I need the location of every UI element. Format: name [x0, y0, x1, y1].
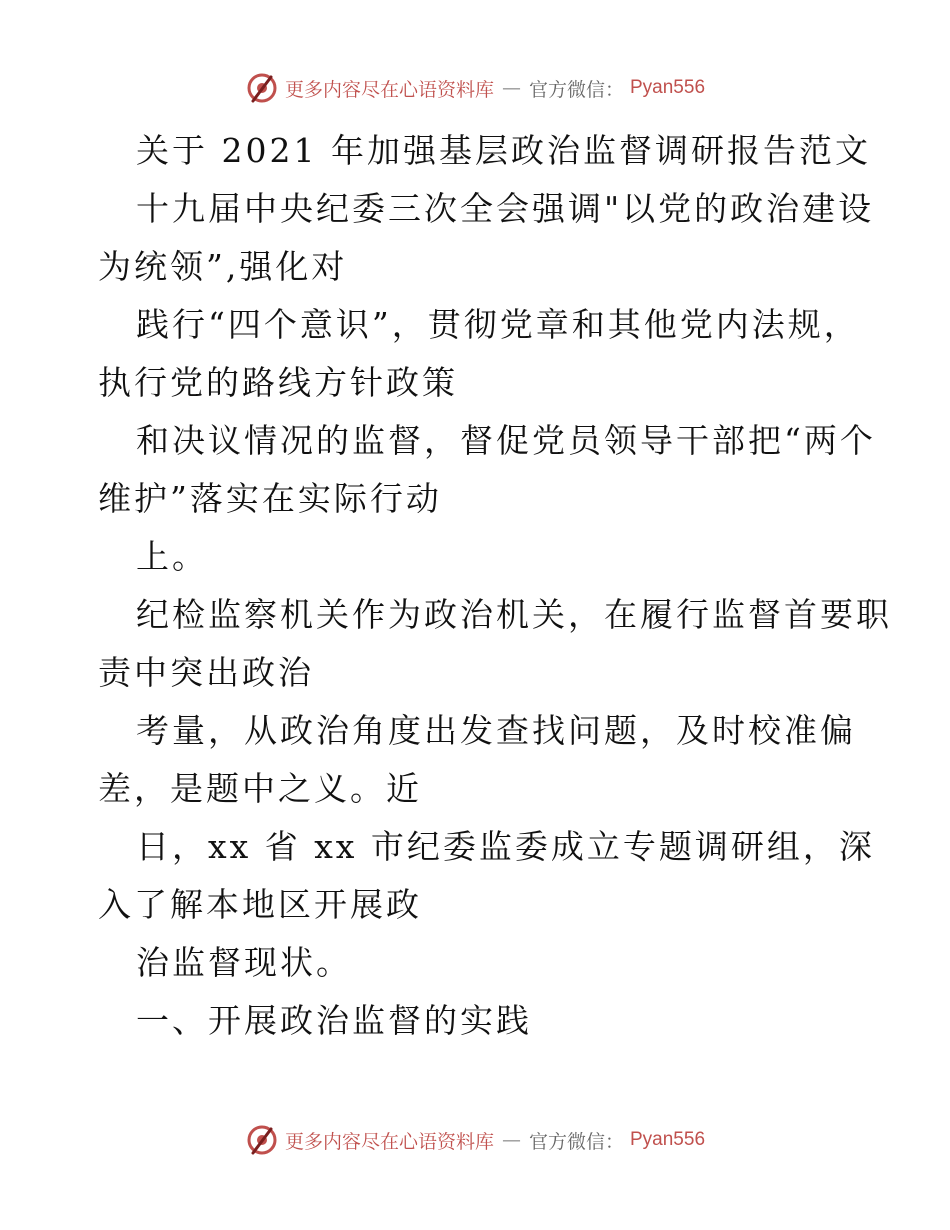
text-line: 执行党的路线方针政策	[98, 363, 458, 402]
text-line: 纪检监察机关作为政治机关，在履行监督首要职	[136, 595, 892, 634]
quill-logo-icon	[245, 71, 279, 105]
document-body	[98, 122, 892, 1050]
document-title: 关于 2021 年加强基层政治监督调研报告范文	[136, 131, 871, 170]
text-line: 维护”落实在实际行动	[98, 479, 442, 518]
watermark-handle: Pyan556	[630, 77, 706, 98]
text-line: 十九届中央纪委三次全会强调"以党的政治建设	[136, 189, 875, 228]
text-line: 责中突出政治	[98, 653, 314, 692]
text-line: 入了解本地区开展政	[98, 885, 422, 924]
watermark-separator: —	[501, 77, 521, 99]
text-line: 践行“四个意识”，贯彻党章和其他党内法规，	[136, 305, 860, 344]
footer-watermark	[0, 1120, 950, 1160]
section-heading: 一、开展政治监督的实践	[136, 1001, 532, 1040]
watermark-handle: Pyan556	[630, 1129, 706, 1150]
text-line: 和决议情况的监督，督促党员领导干部把“两个	[136, 421, 876, 460]
header-watermark	[0, 68, 950, 108]
text-line: 为统领”,强化对	[98, 247, 348, 286]
watermark-wechat-label: 官方微信：	[528, 1130, 624, 1153]
watermark-site-text: 更多内容尽在心语资料库	[284, 1130, 494, 1153]
watermark-separator: —	[501, 1129, 521, 1151]
watermark-wechat-label: 官方微信：	[528, 78, 624, 101]
watermark-site-text: 更多内容尽在心语资料库	[284, 78, 494, 101]
text-line: 考量，从政治角度出发查找问题，及时校准偏	[136, 711, 856, 750]
text-line: 差，是题中之义。近	[98, 769, 422, 808]
text-line: 上。	[136, 537, 208, 576]
text-line: 治监督现状。	[136, 943, 352, 982]
quill-logo-icon	[245, 1123, 279, 1157]
text-line: 日，xx 省 xx 市纪委监委成立专题调研组，深	[136, 827, 875, 866]
